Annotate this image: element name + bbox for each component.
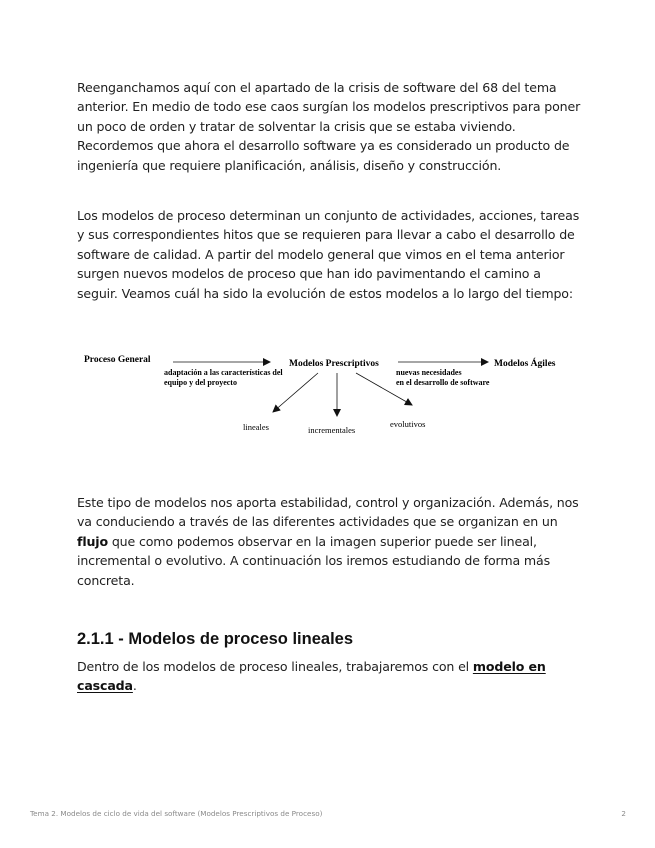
linear-models-text-end: . (132, 678, 137, 694)
diagram-label-general: Proceso General (84, 355, 151, 365)
diagram-label-agile: Modelos Ágiles (494, 359, 556, 369)
stability-text-end: que como podemos observar en la imagen superior puede ser lineal, incremental o evolutivo. A continuación los iremos estudiando de forma más concreta. (77, 533, 550, 588)
diagram-label-new-needs-1: nuevas necesidades (396, 368, 462, 377)
diagram-label-prescriptive: Modelos Prescriptivos (289, 359, 379, 369)
footer-title: Tema 2. Modelos de ciclo de vida del software (Modelos Prescriptivos de Proceso) (30, 809, 323, 818)
diagram-label-new-needs-2: en el desarrollo de software (396, 378, 490, 387)
diagram-label-adaptation-1: adaptación a las características del (164, 368, 283, 377)
diagram-label-adaptation-2: equipo y del proyecto (164, 378, 237, 387)
flujo-emphasis: flujo (77, 533, 108, 549)
process-models-paragraph: Los modelos de proceso determinan un conjunto de actividades, acciones, tareas y sus correspondientes hitos que se requieren para llevar a cabo el desarrollo de software de calidad. A partir del modelo general que vimos en el tema anterior surgen nuevos modelos de proceso que han ido pavimentando el camino a seguir. Veamos cuál ha sido la evolución de estos modelos a lo largo del tiempo: (77, 208, 580, 301)
stability-text-start: Este tipo de modelos nos aporta estabilidad, control y organización. Además, nos va conduciendo a través de las diferentes actividades que se organizan en un (77, 495, 579, 530)
linear-models-text-start: Dentro de los modelos de proceso lineales, trabajaremos con el (77, 659, 473, 674)
linear-models-paragraph (77, 657, 582, 696)
process-models-diagram (80, 345, 580, 445)
stability-paragraph (77, 493, 582, 590)
diagram-label-evolutive: evolutivos (390, 419, 426, 429)
page-number: 2 (621, 809, 626, 818)
diagram-arrow-to-linear (273, 373, 318, 412)
section-heading: 2.1.1 - Modelos de proceso lineales (77, 630, 354, 648)
diagram-label-linear: lineales (243, 422, 269, 432)
diagram-label-incremental: incrementales (308, 425, 356, 435)
intro-paragraph: Reenganchamos aquí con el apartado de la crisis de software del 68 del tema anterior. En medio de todo ese caos surgían los modelos prescriptivos para poner un poco de orden y tratar de solventar la crisis que se estaba viviendo. Recordemos que ahora el desarrollo software ya es considerado un producto de ingeniería que requiere planificación, análisis, diseño y construcción. (77, 80, 581, 173)
cascade-model-link[interactable]: modelo en cascada (77, 659, 546, 694)
